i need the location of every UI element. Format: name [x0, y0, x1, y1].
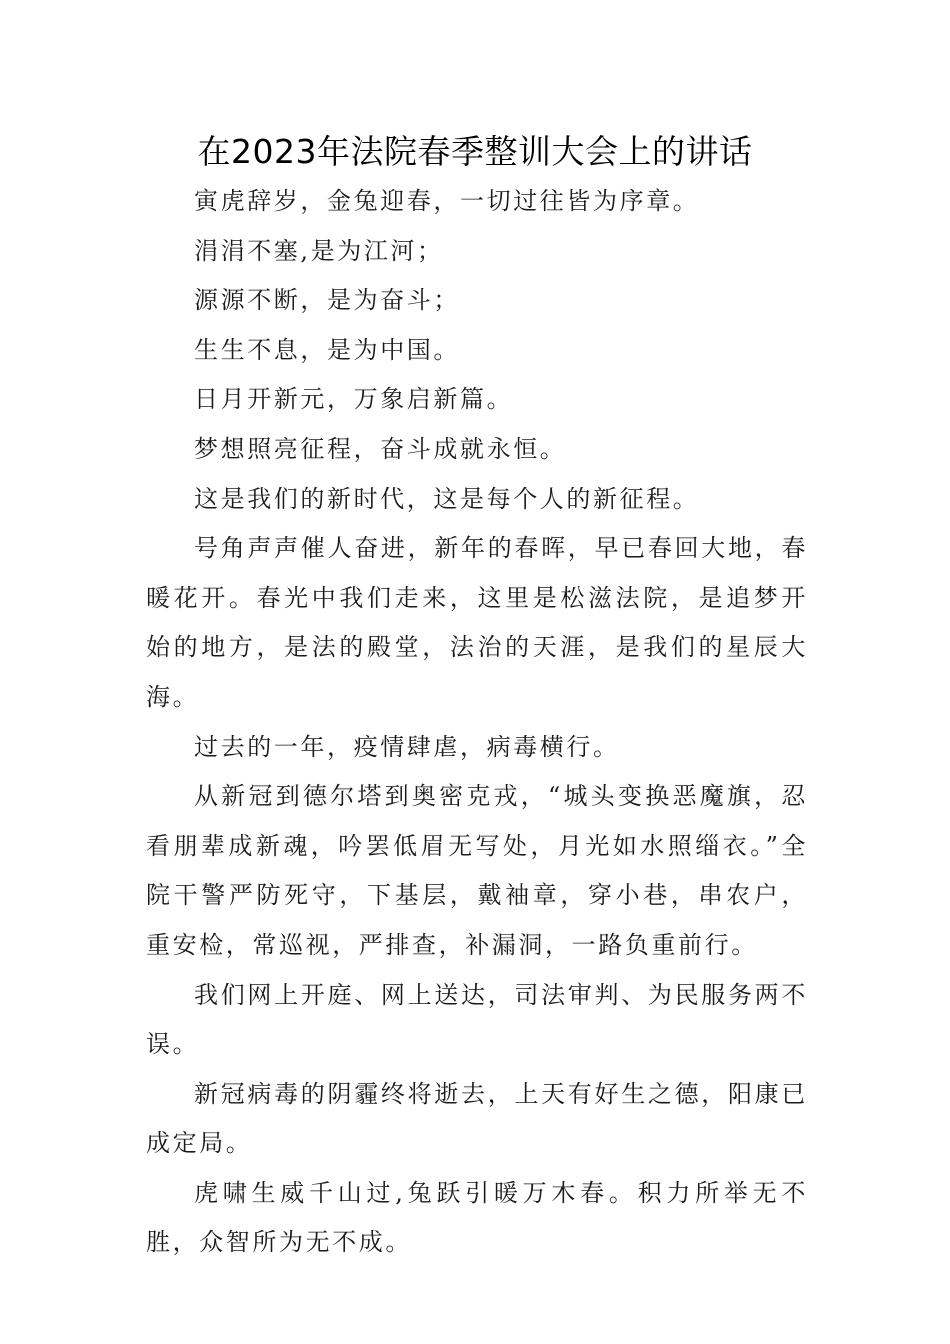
document-title: 在2023年法院春季整训大会上的讲话: [197, 132, 753, 171]
paragraph: 这是我们的新时代，这是每个人的新征程。: [194, 484, 700, 513]
document-body: [146, 177, 808, 1268]
paragraph: 新冠病毒的阴霾终将逝去，上天有好生之德，阳康已成定局。: [146, 1079, 808, 1158]
paragraph: 涓涓不塞,是为江河；: [194, 236, 444, 265]
paragraph: 源源不断，是为奋斗；: [194, 286, 460, 315]
paragraph: 寅虎辞岁，金兔迎春，一切过往皆为序章。: [194, 187, 700, 215]
paragraph: 日月开新元，万象启新篇。: [194, 385, 514, 414]
paragraph: 过去的一年，疫情肆虐，病毒横行。: [194, 732, 620, 761]
paragraph: 号角声声催人奋进，新年的春晖，早已春回大地，春暖花开。春光中我们走来，这里是松滋法院，是追梦开始的地方，是法的殿堂，法治的天涯，是我们的星辰大海。: [146, 534, 808, 711]
paragraph: 从新冠到德尔塔到奥密克戎，“城头变换恶魔旗，忍看朋辈成新魂，吟罢低眉无写处，月光如水照缁衣。”全院干警严防死守，下基层，戴袖章，穿小巷，串农户，重安检，常巡视，严排查，补漏洞，一路负重前行。: [146, 782, 808, 959]
paragraph: 生生不息，是为中国。: [194, 335, 460, 364]
paragraph: 梦想照亮征程，奋斗成就永恒。: [194, 434, 567, 463]
paragraph: 虎啸生威千山过,兔跃引暖万木春。积力所举无不胜，众智所为无不成。: [146, 1178, 808, 1257]
paragraph: 我们网上开庭、网上送达，司法审判、为民服务两不误。: [146, 980, 808, 1059]
